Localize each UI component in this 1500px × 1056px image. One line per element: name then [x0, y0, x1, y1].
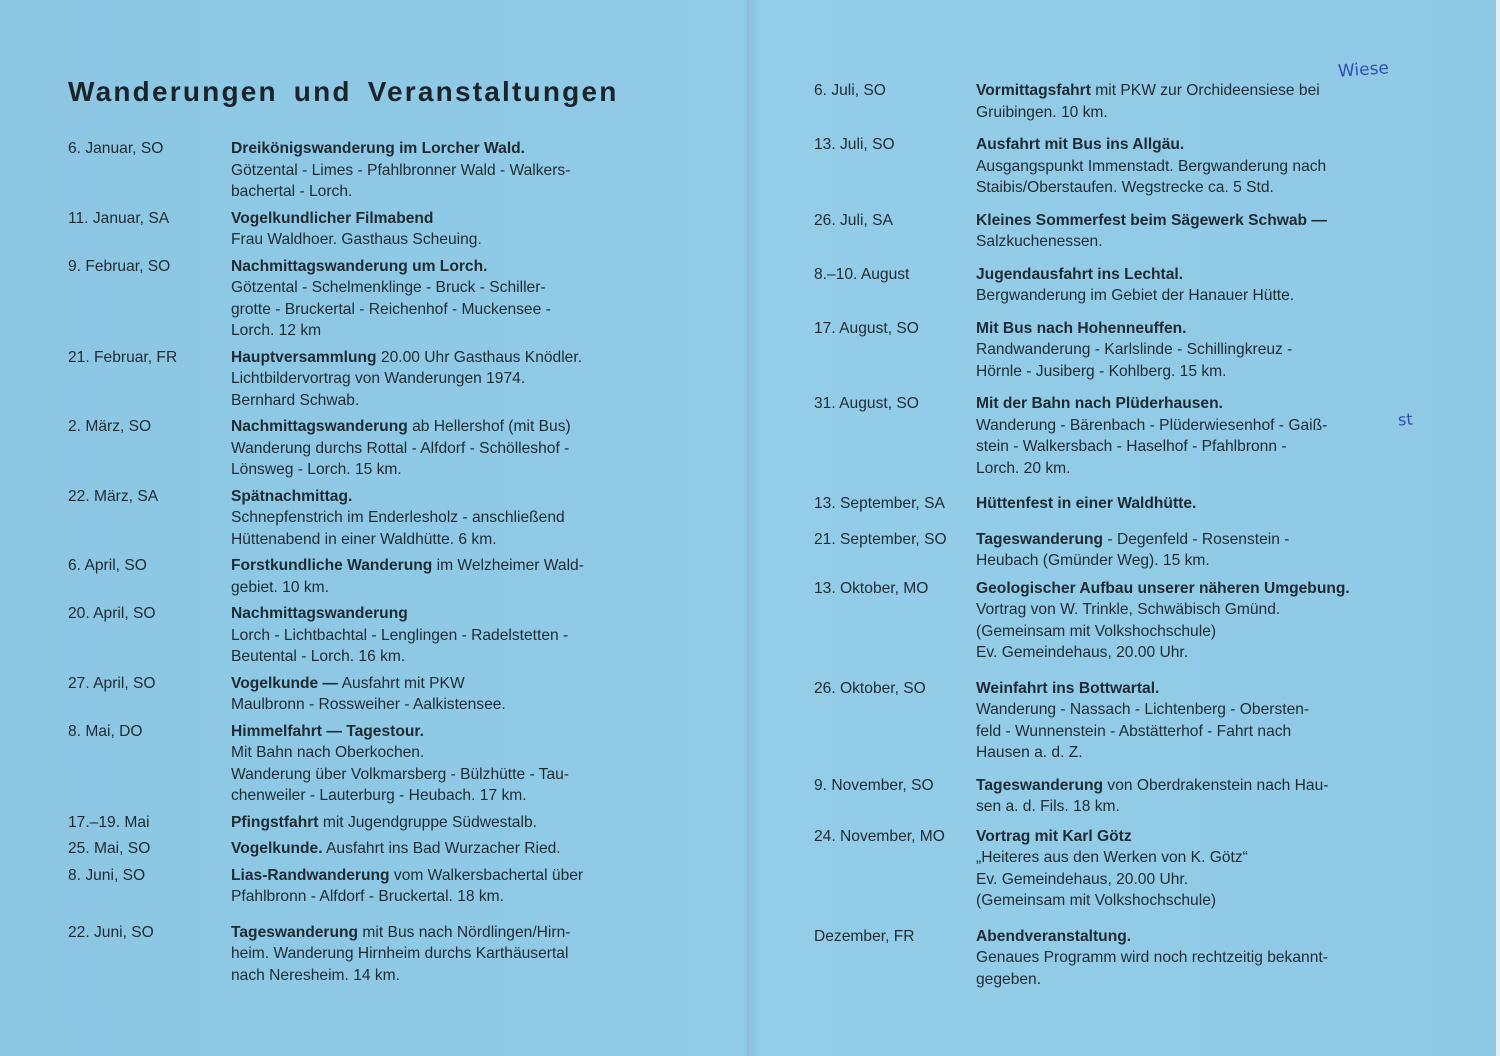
- event-row: [814, 775, 1434, 818]
- event-detail-line: Lorch. 20 km.: [976, 459, 1071, 477]
- event-first-line: [231, 812, 686, 834]
- event-first-line: [231, 555, 686, 577]
- event-headline-rest: 20.00 Uhr Gasthaus Knödler.: [376, 348, 583, 366]
- event-date: 21. September, SO: [814, 530, 947, 548]
- event-row: [68, 838, 688, 860]
- event-row: [68, 865, 688, 908]
- event-detail-line: Lönsweg - Lorch. 15 km.: [231, 461, 402, 478]
- paper-edge: [1496, 0, 1500, 1056]
- event-detail-line: Ausgangspunkt Immenstadt. Bergwanderung nach: [976, 157, 1327, 175]
- event-headline: Vogelkunde —: [231, 674, 339, 692]
- event-detail-line: Schnepfenstrich im Enderlesholz - anschließend: [231, 509, 565, 526]
- event-detail-line: Lorch. 12 km: [231, 322, 322, 339]
- event-description: [976, 529, 1430, 572]
- left-column-schedule: [68, 138, 688, 986]
- event-detail-line: Mit Bahn nach Oberkochen.: [231, 744, 425, 761]
- event-headline-rest: vom Walkersbachertal über: [389, 866, 584, 884]
- event-detail-line: Götzental - Limes - Pfahlbronner Wald - Walkers-: [231, 161, 571, 179]
- event-detail-line: Maulbronn - Rossweiher - Aalkistensee.: [231, 696, 506, 713]
- event-detail-line: Pfahlbronn - Alfdorf - Bruckertal. 18 km.: [231, 888, 505, 905]
- event-first-line: [231, 138, 686, 160]
- event-date: 17. August, SO: [814, 319, 919, 337]
- event-headline: Ausfahrt mit Bus ins Allgäu.: [976, 136, 1185, 153]
- event-date: 2. März, SO: [68, 418, 152, 435]
- event-detail-line: bachertal - Lorch.: [231, 183, 353, 200]
- event-date: 24. November, MO: [814, 827, 945, 845]
- event-row: [814, 210, 1434, 253]
- event-first-line: [976, 926, 1430, 948]
- event-description: [976, 578, 1430, 664]
- event-first-line: [976, 80, 1430, 102]
- event-headline: Nachmittagswanderung: [231, 605, 408, 622]
- event-date: 9. Februar, SO: [68, 257, 171, 275]
- event-description: [976, 210, 1430, 253]
- event-headline-rest: Ausfahrt mit PKW: [338, 674, 465, 692]
- event-detail-line: Bergwanderung im Gebiet der Hanauer Hütte.: [976, 287, 1295, 304]
- event-detail-line: chenweiler - Lauterburg - Heubach. 17 km.: [231, 787, 527, 804]
- event-row: [68, 208, 688, 251]
- event-description: [231, 922, 686, 987]
- event-date: 13. September, SA: [814, 495, 945, 512]
- event-detail-line: grotte - Bruckertal - Reichenhof - Muckensee -: [231, 300, 551, 318]
- event-first-line: [231, 603, 686, 625]
- event-date: 9. November, SO: [814, 776, 934, 794]
- event-headline: Hüttenfest in einer Waldhütte.: [976, 495, 1197, 512]
- event-date: 8. Mai, DO: [68, 722, 143, 740]
- event-headline: Tageswanderung: [231, 923, 359, 941]
- event-headline: Vogelkundlicher Filmabend: [231, 209, 434, 227]
- event-row: [814, 264, 1434, 307]
- event-headline-rest: mit Jugendgruppe Südwestalb.: [318, 813, 537, 831]
- event-first-line: [231, 208, 686, 230]
- event-detail-line: Frau Waldhoer. Gasthaus Scheuing.: [231, 231, 482, 248]
- event-row: [68, 555, 688, 598]
- event-headline: Mit Bus nach Hohenneuffen.: [976, 319, 1187, 337]
- event-description: [976, 926, 1430, 991]
- event-date: 26. Juli, SA: [814, 211, 893, 229]
- event-date: 8. Juni, SO: [68, 866, 146, 884]
- event-headline: Geologischer Aufbau unserer näheren Umgebung.: [976, 579, 1350, 597]
- event-detail-line: Ev. Gemeindehaus, 20.00 Uhr.: [976, 870, 1189, 888]
- event-headline-rest: Ausfahrt ins Bad Wurzacher Ried.: [322, 840, 561, 857]
- event-detail-line: Staibis/Oberstaufen. Wegstrecke ca. 5 Std.: [976, 179, 1274, 196]
- event-row: [68, 347, 688, 412]
- event-detail-line: Gruibingen. 10 km.: [976, 103, 1108, 121]
- event-detail-line: Beutental - Lorch. 16 km.: [231, 648, 406, 665]
- event-detail-line: heim. Wanderung Hirnheim durchs Karthäusertal: [231, 945, 569, 962]
- event-description: [976, 80, 1430, 123]
- event-row: [814, 134, 1434, 199]
- event-row: [814, 393, 1434, 479]
- event-first-line: [231, 416, 686, 438]
- event-headline-rest: von Oberdrakenstein nach Hau-: [1103, 776, 1329, 794]
- event-headline-rest: mit Bus nach Nördlingen/Hirn-: [358, 923, 571, 941]
- event-description: [976, 826, 1430, 912]
- event-row: [68, 812, 688, 834]
- event-first-line: [976, 529, 1430, 551]
- event-headline-rest: im Welzheimer Wald-: [432, 557, 584, 574]
- event-date: 22. Juni, SO: [68, 923, 154, 941]
- event-detail-line: Bernhard Schwab.: [231, 391, 360, 409]
- event-date: 25. Mai, SO: [68, 840, 151, 857]
- event-headline: Hauptversammlung: [231, 348, 377, 366]
- event-date: 6. April, SO: [68, 557, 147, 574]
- event-detail-line: „Heiteres aus den Werken von K. Götz“: [976, 849, 1248, 866]
- event-first-line: [231, 486, 686, 508]
- event-detail-line: (Gemeinsam mit Volkshochschule): [976, 622, 1217, 640]
- event-date: 11. Januar, SA: [68, 209, 170, 227]
- event-row: [68, 416, 688, 481]
- event-headline: Spätnachmittag.: [231, 487, 353, 505]
- event-detail-line: Lorch - Lichtbachtal - Lenglingen - Radelstetten -: [231, 626, 569, 644]
- event-detail-line: Hausen a. d. Z.: [976, 744, 1083, 761]
- event-date: 20. April, SO: [68, 605, 156, 622]
- event-row: [68, 922, 688, 987]
- event-date: 6. Januar, SO: [68, 140, 164, 157]
- event-description: [976, 393, 1430, 479]
- event-description: [976, 493, 1430, 515]
- event-detail-line: Wanderung durchs Rottal - Alfdorf - Schölleshof -: [231, 439, 570, 457]
- event-headline: Lias-Randwanderung: [231, 866, 390, 884]
- event-date: 31. August, SO: [814, 395, 919, 412]
- event-description: [231, 138, 686, 203]
- event-description: [231, 347, 686, 412]
- event-headline: Vogelkunde.: [231, 840, 323, 857]
- event-description: [231, 603, 686, 668]
- event-detail-line: gebiet. 10 km.: [231, 578, 329, 596]
- event-date: Dezember, FR: [814, 927, 915, 945]
- event-row: [68, 486, 688, 551]
- event-detail-line: Lichtbildervortrag von Wanderungen 1974.: [231, 370, 526, 387]
- event-first-line: [976, 775, 1430, 797]
- event-first-line: [976, 578, 1430, 600]
- event-description: [976, 318, 1430, 383]
- event-headline-rest: ab Hellershof (mit Bus): [407, 418, 571, 435]
- event-detail-line: Hörnle - Jusiberg - Kohlberg. 15 km.: [976, 362, 1227, 380]
- event-headline: Nachmittagswanderung: [231, 418, 408, 435]
- event-first-line: [976, 210, 1430, 232]
- event-first-line: [231, 865, 686, 887]
- event-headline: Jugendausfahrt ins Lechtal.: [976, 265, 1184, 283]
- event-row: [68, 721, 688, 807]
- event-headline: Abendveranstaltung.: [976, 927, 1132, 945]
- event-detail-line: feld - Wunnenstein - Abstätterhof - Fahrt nach: [976, 722, 1292, 740]
- handwritten-note-gaist: st: [1397, 409, 1414, 430]
- event-first-line: [976, 493, 1430, 515]
- event-first-line: [231, 256, 686, 278]
- event-headline: Himmelfahrt — Tagestour.: [231, 722, 424, 740]
- page-title: Wanderungen und Veranstaltungen: [68, 76, 619, 107]
- event-detail-line: Vortrag von W. Trinkle, Schwäbisch Gmünd.: [976, 601, 1281, 618]
- event-headline: Vortrag mit Karl Götz: [976, 827, 1132, 845]
- event-headline-rest: mit PKW zur Orchideensiese bei: [1090, 82, 1320, 99]
- event-headline: Pfingstfahrt: [231, 813, 319, 831]
- event-description: [231, 721, 686, 807]
- event-date: 6. Juli, SO: [814, 82, 886, 99]
- event-headline: Forstkundliche Wanderung: [231, 557, 433, 574]
- event-row: [68, 256, 688, 342]
- event-description: [976, 134, 1430, 199]
- event-detail-line: gegeben.: [976, 970, 1042, 988]
- event-detail-line: Ev. Gemeindehaus, 20.00 Uhr.: [976, 644, 1189, 661]
- event-description: [976, 775, 1430, 818]
- event-first-line: [231, 721, 686, 743]
- event-description: [231, 838, 686, 860]
- event-date: 26. Oktober, SO: [814, 679, 926, 697]
- event-date: 13. Oktober, MO: [814, 579, 929, 597]
- event-first-line: [976, 678, 1430, 700]
- event-headline: Vormittagsfahrt: [976, 82, 1091, 99]
- right-column-schedule: [814, 80, 1434, 990]
- event-row: [814, 318, 1434, 383]
- event-date: 27. April, SO: [68, 674, 156, 692]
- event-first-line: [976, 264, 1430, 286]
- event-date: 21. Februar, FR: [68, 348, 178, 366]
- event-detail-line: Götzental - Schelmenklinge - Bruck - Schiller-: [231, 279, 546, 296]
- center-fold: [748, 0, 751, 1056]
- event-description: [231, 486, 686, 551]
- event-detail-line: Wanderung - Bärenbach - Plüderwiesenhof - Gaiß-: [976, 416, 1328, 434]
- event-row: [814, 826, 1434, 912]
- event-headline: Dreikönigswanderung im Lorcher Wald.: [231, 140, 526, 157]
- event-date: 13. Juli, SO: [814, 136, 895, 153]
- event-row: [68, 603, 688, 668]
- event-row: [814, 80, 1434, 123]
- event-headline: Mit der Bahn nach Plüderhausen.: [976, 395, 1223, 412]
- event-detail-line: stein - Walkersbach - Haselhof - Pfahlbronn -: [976, 438, 1287, 455]
- event-first-line: [231, 922, 686, 944]
- event-detail-line: (Gemeinsam mit Volkshochschule): [976, 892, 1217, 909]
- event-description: [231, 673, 686, 716]
- event-row: [68, 138, 688, 203]
- event-first-line: [976, 393, 1430, 415]
- event-description: [231, 208, 686, 251]
- event-detail-line: Randwanderung - Karlslinde - Schillingkreuz -: [976, 341, 1293, 358]
- event-headline: Weinfahrt ins Bottwartal.: [976, 679, 1160, 697]
- event-headline: Nachmittagswanderung um Lorch.: [231, 257, 488, 275]
- event-headline: Kleines Sommerfest beim Sägewerk Schwab —: [976, 211, 1327, 229]
- event-detail-line: Hüttenabend in einer Waldhütte. 6 km.: [231, 530, 497, 548]
- event-first-line: [231, 347, 686, 369]
- event-detail-line: Heubach (Gmünder Weg). 15 km.: [976, 552, 1210, 569]
- handwritten-note-wiese: Wiese: [1337, 58, 1390, 82]
- event-row: [68, 673, 688, 716]
- event-first-line: [231, 673, 686, 695]
- event-description: [976, 264, 1430, 307]
- event-detail-line: Wanderung - Nassach - Lichtenberg - Obersten-: [976, 701, 1310, 718]
- event-row: [814, 529, 1434, 572]
- event-detail-line: Genaues Programm wird noch rechtzeitig bekannt-: [976, 949, 1328, 966]
- event-date: 8.–10. August: [814, 265, 910, 283]
- event-headline: Tageswanderung: [976, 530, 1104, 548]
- event-description: [231, 812, 686, 834]
- event-first-line: [231, 838, 686, 860]
- event-detail-line: nach Neresheim. 14 km.: [231, 966, 401, 984]
- event-headline: Tageswanderung: [976, 776, 1104, 794]
- event-row: [814, 493, 1434, 515]
- event-description: [976, 678, 1430, 764]
- event-detail-line: sen a. d. Fils. 18 km.: [976, 798, 1120, 815]
- event-date: 22. März, SA: [68, 487, 159, 505]
- event-first-line: [976, 134, 1430, 156]
- event-row: [814, 926, 1434, 991]
- event-date: 17.–19. Mai: [68, 813, 150, 831]
- event-description: [231, 865, 686, 908]
- event-detail-line: Wanderung über Volkmarsberg - Bülzhütte - Tau-: [231, 765, 570, 783]
- event-row: [814, 678, 1434, 764]
- event-description: [231, 555, 686, 598]
- event-row: [814, 578, 1434, 664]
- event-first-line: [976, 826, 1430, 848]
- event-headline-rest: - Degenfeld - Rosenstein -: [1103, 530, 1290, 548]
- event-detail-line: Salzkuchenessen.: [976, 233, 1103, 250]
- event-description: [231, 256, 686, 342]
- event-first-line: [976, 318, 1430, 340]
- event-description: [231, 416, 686, 481]
